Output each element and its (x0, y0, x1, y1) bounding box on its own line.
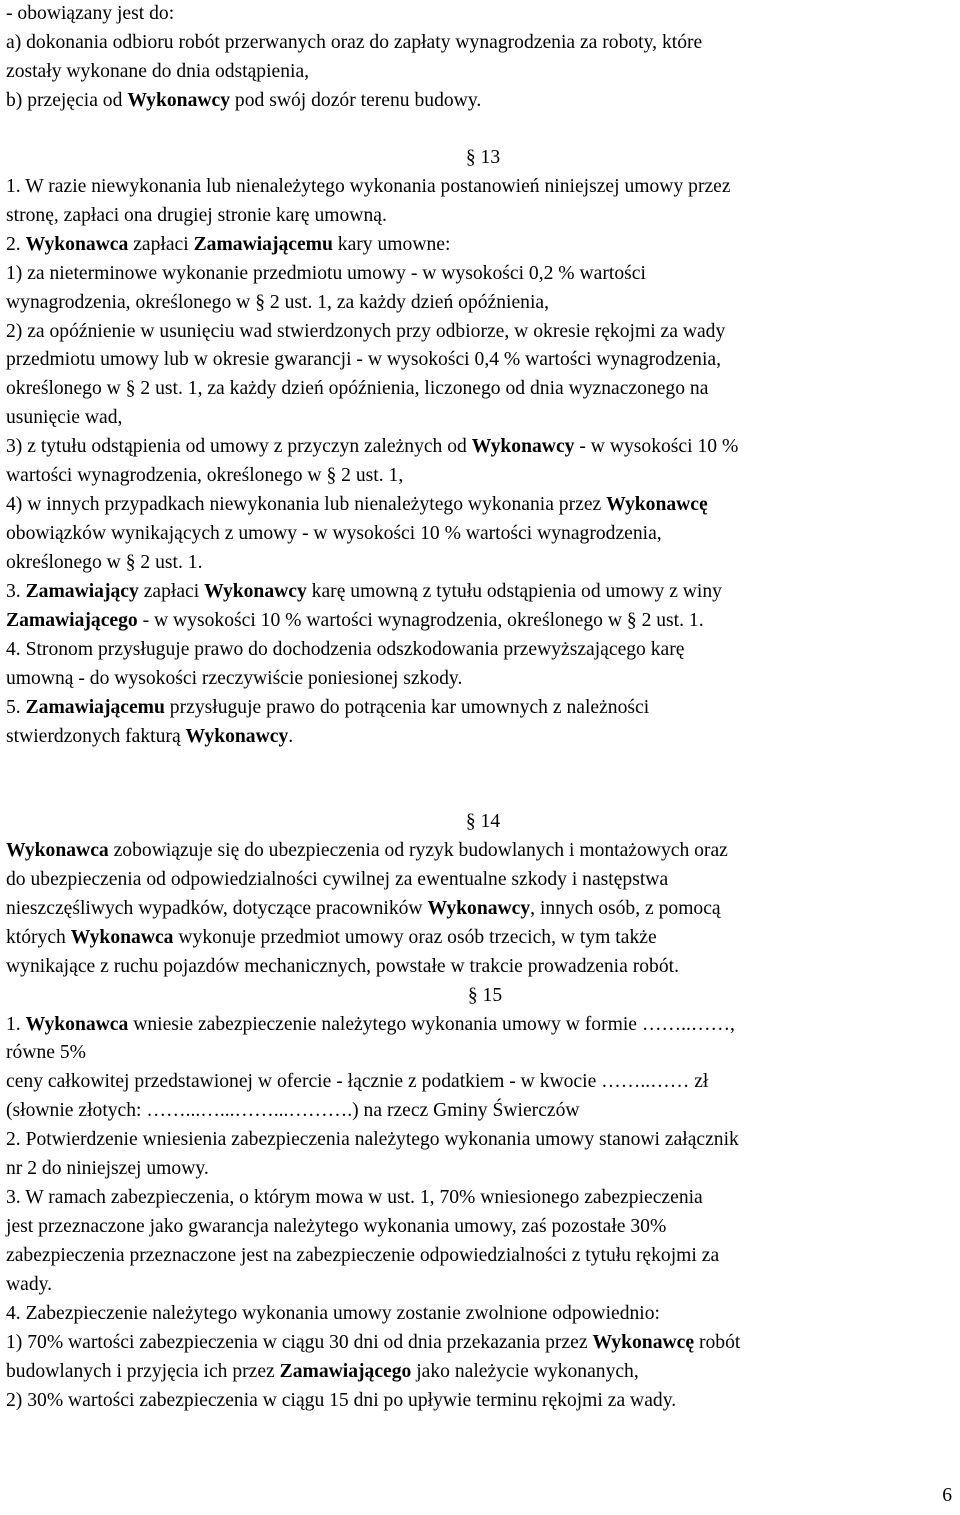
text-line (6, 866, 956, 895)
text-segment: wniesie zabezpieczenie należytego wykonania umowy w formie ……..……, (128, 1013, 735, 1035)
text-segment: 1. W razie niewykonania lub nienależytego wykonania postanowień niniejszej umowy przez (6, 175, 731, 197)
text-line (6, 1184, 956, 1213)
text-segment: pod swój dozór terenu budowy. (230, 89, 482, 111)
text-segment: robót (694, 1331, 741, 1353)
bold-term: Zamawiający (25, 581, 139, 603)
text-line (6, 1329, 956, 1358)
text-segment: 3. (6, 581, 26, 603)
text-segment: 3) z tytułu odstąpienia od umowy z przyczyn zależnych od (6, 436, 472, 458)
section-heading: § 13 (465, 146, 501, 168)
text-segment: 2. Potwierdzenie wniesienia zabezpieczenia należytego wykonania umowy stanowi załącznik (6, 1129, 739, 1151)
text-line (6, 87, 956, 116)
text-segment: do ubezpieczenia od odpowiedzialności cywilnej za ewentualne szkody i następstwa (6, 868, 669, 890)
text-segment: wykonuje przedmiot umowy oraz osób trzecich, w tym także (173, 926, 657, 948)
text-line (6, 1068, 956, 1097)
text-segment: wynagrodzenia, określonego w § 2 ust. 1, za każdy dzień opóźnienia, (6, 291, 550, 313)
bold-term: Wykonawca (6, 839, 109, 861)
text-line (6, 549, 956, 578)
bold-term: Wykonawca (25, 1013, 129, 1035)
text-segment: których (6, 926, 71, 948)
text-segment: 1) 70% wartości zabezpieczenia w ciągu 30 dni od dnia przekazania przez (6, 1331, 593, 1353)
text-segment: przysługuje prawo do potrącenia kar umownych z należności (164, 696, 650, 718)
text-line (6, 1097, 956, 1126)
text-segment: 2) za opóźnienie w usunięciu wad stwierdzonych przy odbiorze, w okresie rękojmi za wady (6, 320, 726, 342)
text-segment: umowną - do wysokości rzeczywiście poniesionej szkody. (6, 667, 463, 689)
text-line (6, 1039, 956, 1068)
text-line (6, 924, 956, 953)
text-segment: jest przeznaczone jako gwarancja należytego wykonania umowy, zaś pozostałe 30% (6, 1216, 667, 1238)
text-line (6, 1271, 956, 1300)
section-heading: § 14 (465, 810, 501, 832)
bold-term: Wykonawcę (592, 1331, 695, 1353)
text-line (6, 895, 956, 924)
text-line (6, 1126, 956, 1155)
text-segment: 4. Zabezpieczenie należytego wykonania umowy zostanie zwolnione odpowiednio: (6, 1303, 660, 1325)
text-line (6, 0, 956, 29)
bold-term: Zamawiającego (6, 610, 138, 632)
text-segment: kary umowne: (332, 233, 451, 255)
text-segment: 3. W ramach zabezpieczenia, o którym mowa w ust. 1, 70% wniesionego zabezpieczenia (6, 1187, 703, 1209)
text-segment: (słownie złotych: ……...…...……...……….) na rzecz Gminy Świerczów (6, 1100, 580, 1122)
text-segment: 4) w innych przypadkach niewykonania lub nienależytego wykonania przez (6, 494, 607, 516)
text-segment: przedmiotu umowy lub w okresie gwarancji - w wysokości 0,4 % wartości wynagrodzenia, (6, 349, 721, 371)
text-line (6, 58, 956, 87)
bold-term: Wykonawcy (471, 436, 575, 458)
text-segment: zostały wykonane do dnia odstąpienia, (6, 60, 310, 82)
bold-term: Wykonawca (70, 926, 174, 948)
text-line (6, 520, 956, 549)
text-line (6, 231, 956, 260)
text-segment: b) przejęcia od (6, 89, 128, 111)
bold-term: Wykonawcy (427, 897, 531, 919)
text-segment: wartości wynagrodzenia, określonego w § 2 ust. 1, (6, 465, 404, 487)
bold-term: Wykonawcę (606, 494, 708, 516)
text-segment: - w wysokości 10 % (574, 436, 739, 458)
text-segment: karę umowną z tytułu odstąpienia od umowy z winy (306, 581, 722, 603)
text-line (6, 433, 956, 462)
text-line (6, 694, 956, 723)
text-line (6, 578, 956, 607)
text-segment: 2) 30% wartości zabezpieczenia w ciągu 15 dni po upływie terminu rękojmi za wady. (6, 1389, 677, 1411)
text-segment: wynikające z ruchu pojazdów mechanicznych, powstałe w trakcie prowadzenia robót. (6, 955, 679, 977)
text-segment: zabezpieczenia przeznaczone jest na zabezpieczenie odpowiedzialności z tytułu rękojmi za (6, 1245, 720, 1267)
text-line (6, 289, 956, 318)
text-segment: nr 2 do niniejszej umowy. (6, 1158, 209, 1180)
text-segment: usunięcie wad, (6, 407, 123, 429)
text-line (6, 260, 956, 289)
bold-term: Zamawiającemu (25, 696, 165, 718)
text-segment: określonego w § 2 ust. 1, za każdy dzień opóźnienia, liczonego od dnia wyznaczonego na (6, 378, 709, 400)
text-line (6, 665, 956, 694)
text-line (6, 837, 956, 866)
bold-term: Wykonawcy (127, 89, 231, 111)
text-segment: . (288, 725, 294, 747)
text-line (6, 607, 956, 636)
text-segment: stwierdzonych fakturą (6, 725, 186, 747)
document-page (6, 0, 956, 1416)
text-line (6, 375, 956, 404)
text-line (6, 346, 956, 375)
bold-term: Wykonawca (25, 233, 129, 255)
text-line (6, 491, 956, 520)
text-line (6, 1011, 956, 1040)
text-line (6, 173, 956, 202)
text-segment: 2. (6, 233, 26, 255)
section-heading: § 15 (467, 984, 503, 1006)
text-segment: zapłaci (128, 233, 194, 255)
bold-term: Zamawiającego (279, 1360, 412, 1382)
text-line (6, 723, 956, 752)
text-line (6, 29, 956, 58)
text-segment: równe 5% (6, 1042, 86, 1064)
text-segment: zobowiązuje się do ubezpieczenia od ryzyk budowlanych i montażowych oraz (108, 839, 728, 861)
text-line (6, 1387, 956, 1416)
text-segment: 4. Stronom przysługuje prawo do dochodzenia odszkodowania przewyższającego karę (6, 639, 685, 661)
text-line (6, 953, 956, 982)
text-line (6, 1300, 956, 1329)
text-segment: 1) za nieterminowe wykonanie przedmiotu umowy - w wysokości 0,2 % wartości (6, 262, 646, 284)
text-line (6, 1242, 956, 1271)
text-segment: 1. (6, 1013, 26, 1035)
text-segment: , innych osób, z pomocą (530, 897, 721, 919)
text-line (6, 404, 956, 433)
text-segment: - obowiązany jest do: (6, 3, 175, 24)
text-segment: - w wysokości 10 % wartości wynagrodzenia, określonego w § 2 ust. 1. (137, 610, 704, 632)
page-number: 6 (942, 1485, 952, 1506)
text-segment: a) dokonania odbioru robót przerwanych oraz do zapłaty wynagrodzenia za roboty, które (6, 31, 703, 53)
text-line (6, 636, 956, 665)
text-segment: obowiązków wynikających z umowy - w wysokości 10 % wartości wynagrodzenia, (6, 523, 662, 545)
text-line (6, 1155, 956, 1184)
text-segment: budowlanych i przyjęcia ich przez (6, 1360, 280, 1382)
text-line (6, 1213, 956, 1242)
text-line (6, 1358, 956, 1387)
text-segment: ceny całkowitej przedstawionej w ofercie - łącznie z podatkiem - w kwocie ……..…… zł (6, 1071, 709, 1093)
text-segment: określonego w § 2 ust. 1. (6, 552, 203, 574)
text-segment: zapłaci (138, 581, 205, 603)
text-segment: stronę, zapłaci ona drugiej stronie karę umowną. (6, 204, 387, 226)
text-segment: nieszczęśliwych wypadków, dotyczące pracowników (6, 897, 428, 919)
text-line (6, 202, 956, 231)
text-segment: 5. (6, 696, 26, 718)
text-segment: jako należycie wykonanych, (411, 1360, 639, 1382)
text-segment: wady. (6, 1274, 53, 1296)
bold-term: Wykonawcy (185, 725, 289, 747)
text-line (6, 462, 956, 491)
text-line (6, 318, 956, 347)
bold-term: Wykonawcy (204, 581, 307, 603)
bold-term: Zamawiającemu (193, 233, 333, 255)
